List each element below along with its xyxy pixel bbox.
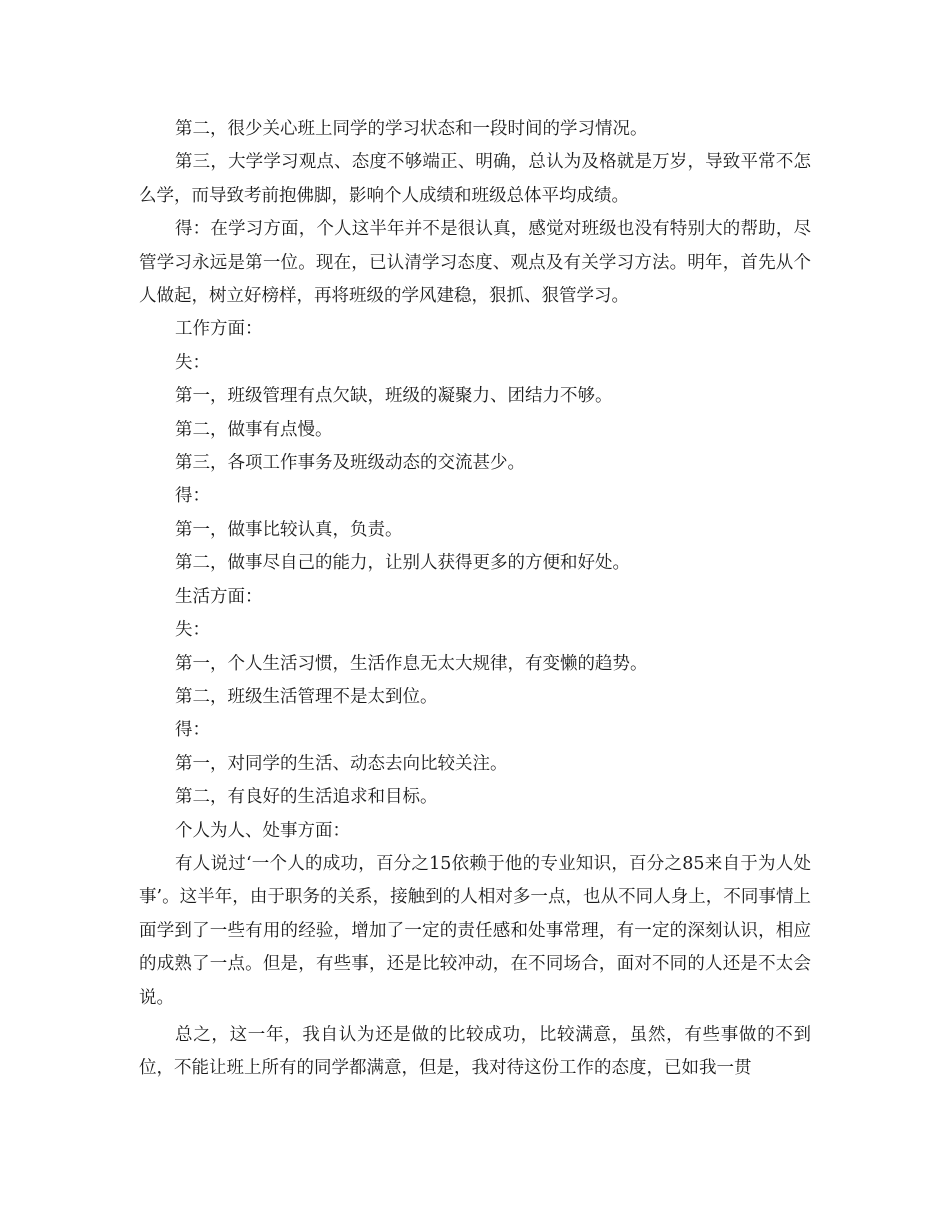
paragraph-1: 第二，很少关心班上同学的学习状态和一段时间的学习情况。 <box>175 119 648 139</box>
paragraph-work-loss: 失： <box>175 352 210 373</box>
paragraph-work-gain: 得： <box>175 486 210 507</box>
paragraph-life-gain: 得： <box>175 720 210 741</box>
paragraph-life-gain-2: 第二，有良好的生活追求和目标。 <box>175 787 438 808</box>
paragraph-2: 第三，大学学习观点、态度不够端正、明确，总认为及格就是万岁，导致平常不怎么学，而导致考前抱佛脚，影响个人成绩和班级总体平均成绩。 <box>139 152 811 206</box>
section-heading-life: 生活方面： <box>175 586 263 607</box>
paragraph-personal: 有人说过‘一个人的成功，百分之15依赖于他的专业知识，百分之85来自于为人处事’。这半年，由于职务的关系，接触到的人相对多一点，也从不同人身上，不同事情上面学到了一些有用的经验，增加了一定的责任感和处事常理，有一定的深刻认识，相应的成熟了一点。但是，有些事，还是比较冲动，在不同场合，面对不同的人还是不太会说。 <box>139 853 811 1008</box>
document-body <box>139 113 811 1086</box>
paragraph-3: 得：在学习方面，个人这半年并不是很认真，感觉对班级也没有特别大的帮助，尽管学习永远是第一位。现在，已认清学习态度、观点及有关学习方法。明年，首先从个人做起，树立好榜样，再将班级的学风建稳，狠抓、狠管学习。 <box>139 219 811 307</box>
paragraph-life-loss: 失： <box>175 620 210 641</box>
paragraph-life-loss-1: 第一，个人生活习惯，生活作息无太大规律，有变懒的趋势。 <box>175 653 648 674</box>
paragraph-work-gain-1: 第一，做事比较认真，负责。 <box>175 519 403 540</box>
paragraph-work-loss-3: 第三，各项工作事务及班级动态的交流甚少。 <box>175 453 525 474</box>
paragraph-work-loss-1: 第一，班级管理有点欠缺，班级的凝聚力、团结力不够。 <box>175 386 613 407</box>
section-heading-work: 工作方面： <box>175 319 263 340</box>
section-heading-personal: 个人为人、处事方面： <box>175 820 350 841</box>
paragraph-work-loss-2: 第二，做事有点慢。 <box>175 419 333 440</box>
paragraph-summary: 总之，这一年，我自认为还是做的比较成功，比较满意，虽然，有些事做的不到位，不能让班上所有的同学都满意，但是，我对待这份工作的态度，已如我一贯 <box>139 1024 811 1079</box>
paragraph-life-loss-2: 第二，班级生活管理不是太到位。 <box>175 686 438 707</box>
paragraph-life-gain-1: 第一，对同学的生活、动态去向比较关注。 <box>175 753 508 774</box>
paragraph-work-gain-2: 第二，做事尽自己的能力，让别人获得更多的方便和好处。 <box>175 553 630 574</box>
